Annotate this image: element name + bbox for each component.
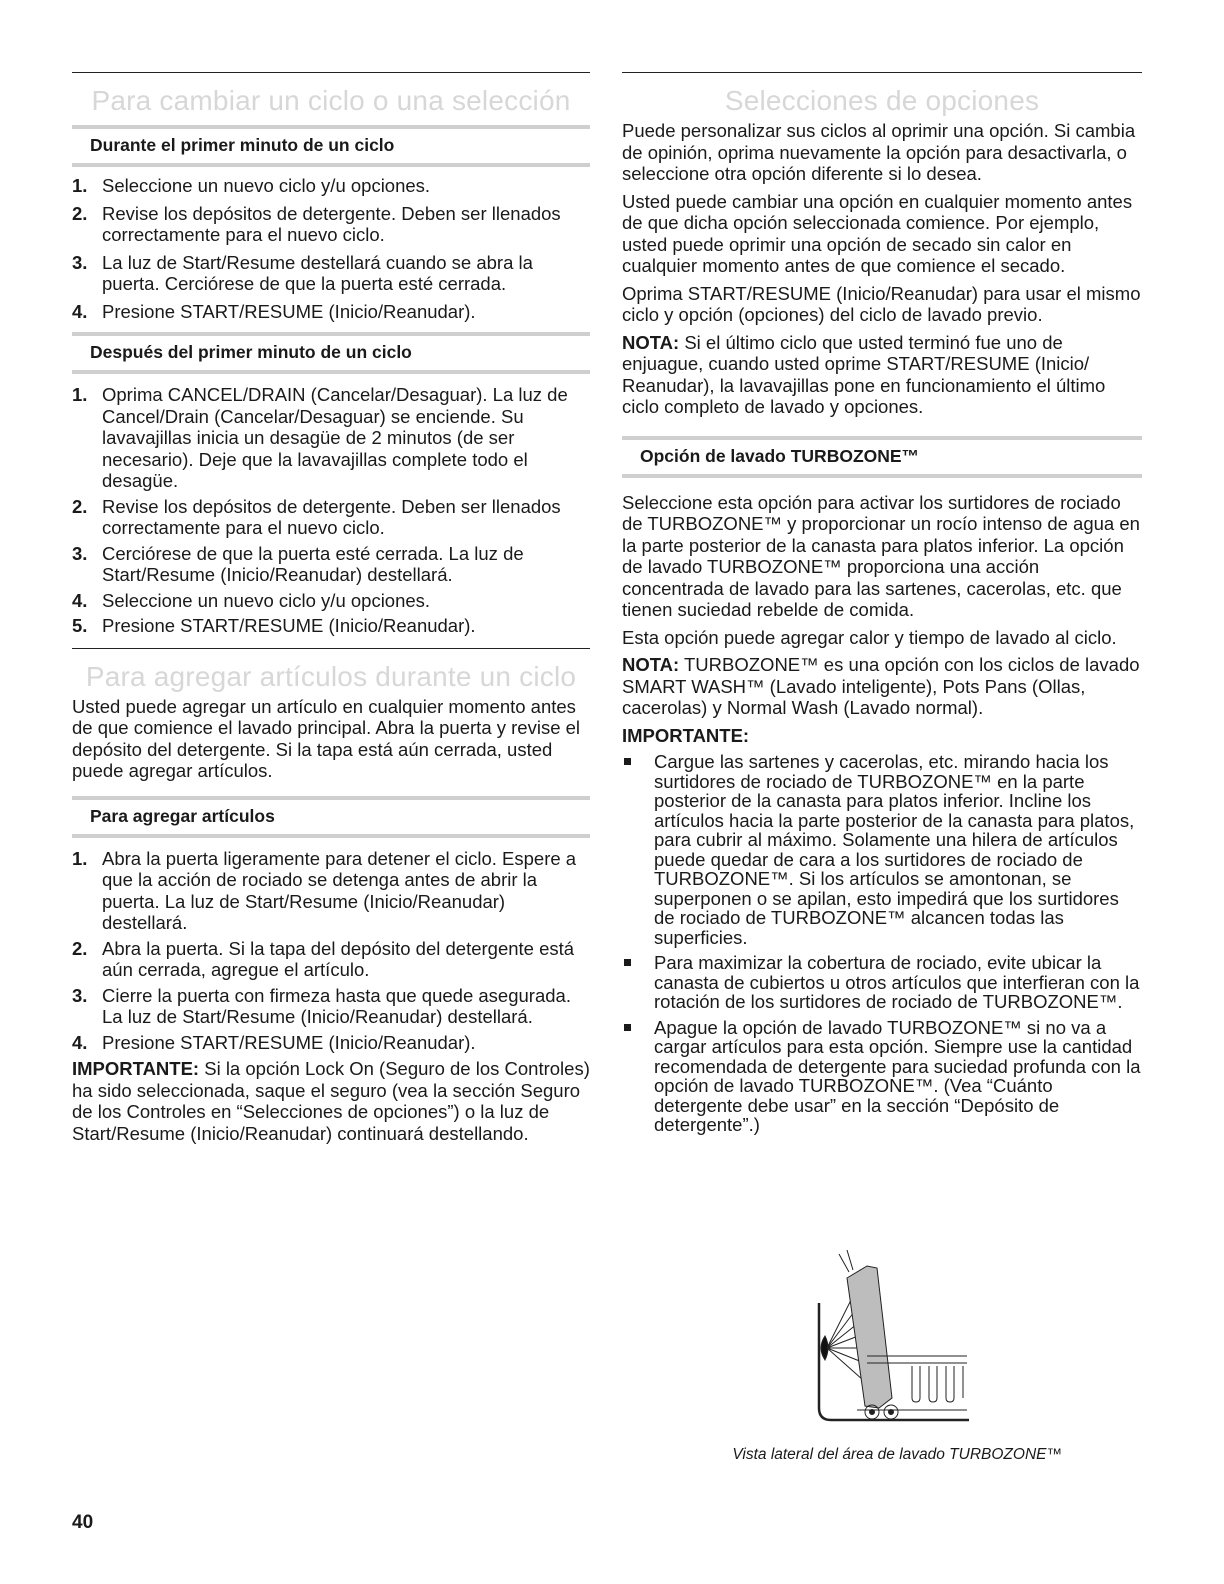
- right-column: [622, 0, 1142, 1463]
- list-item: 4. Presione START/RESUME (Inicio/Reanudar).: [72, 1031, 476, 1053]
- subheading-first-minute: Durante el primer minuto de un ciclo: [72, 125, 590, 167]
- bullet-item: Cargue las sartenes y cacerolas, etc. mirando hacia los surtidores de rociado de TURBOZONE™ en la parte posterior de la canasta para platos inferior. Incline los artículos hacia la parte posterior de la canasta para platos, para cubrir al máximo. Solamente una hilera de artículos puede quedar de cara a los surtidores de rociado de TURBOZONE™. Si los artículos se amontonan, se superponen o se apilan, esto impedirá que los surtidores de rociado de TURBOZONE™ alcancen todas las superficies.: [622, 752, 1142, 947]
- list-item: 1. Abra la puerta ligeramente para detener el ciclo. Espere a que la acción de rociado se detenga antes de abrir la puerta. La luz de Start/Resume (Inicio/Reanudar) destellará.: [72, 847, 577, 933]
- bullet-icon: [624, 959, 631, 966]
- nota-1: NOTA: Si el último ciclo que usted terminó fue uno de enjuague, cuando usted oprime START/RESUME (Inicio/ Reanudar), la lavavajillas pone en funcionamiento el último ciclo completo de lavado y opciones.: [622, 331, 1106, 417]
- illustration-caption: Vista lateral del área de lavado TURBOZONE™: [732, 1446, 1062, 1463]
- list-item: 4. Presione START/RESUME (Inicio/Reanudar).: [72, 300, 476, 322]
- list-item: 3. La luz de Start/Resume destellará cuando se abra la puerta. Cerciórese de que la puerta esté cerrada.: [72, 251, 533, 294]
- list-add-items: [72, 848, 590, 1054]
- list-item: 1. Oprima CANCEL/DRAIN (Cancelar/Desaguar). La luz de Cancel/Drain (Cancelar/Desaguar) se enciende. Su lavavajillas inicia un desagüe de 2 minutos (de ser necesario). Deje que la lavavajillas complete todo el desagüe.: [72, 384, 568, 491]
- section-title-change-cycle: Para cambiar un ciclo o una selección: [91, 85, 571, 116]
- list-item: 3. Cierre la puerta con firmeza hasta que quede asegurada. La luz de Start/Resume (Inicio/Reanudar) destellará.: [72, 984, 571, 1027]
- list-item: 5. Presione START/RESUME (Inicio/Reanudar).: [72, 615, 476, 636]
- turbozone-paragraph: Seleccione esta opción para activar los surtidores de rociado de TURBOZONE™ y proporcionar un rocío intenso de agua en la parte posterior de la canasta para platos inferior. La opción de lavado TURBOZONE™ proporciona una acción concentrada de lavado para las sartenes, cacerolas, etc. que tienen suciedad rebelde de comida.: [622, 491, 1140, 620]
- section-title-options: Selecciones de opciones: [724, 85, 1040, 116]
- page-number: 40: [72, 1512, 94, 1533]
- bullet-icon: [624, 1024, 631, 1031]
- list-first-minute: [72, 175, 590, 322]
- turbozone-illustration: [817, 1248, 972, 1423]
- list-item: 2. Revise los depósitos de detergente. Deben ser llenados correctamente para el nuevo ciclo.: [72, 495, 561, 538]
- subheading-add-items: Para agregar artículos: [72, 796, 590, 838]
- list-item: 2. Abra la puerta. Si la tapa del depósito del detergente está aún cerrada, agregue el artículo.: [72, 937, 575, 980]
- list-after-first-minute: [72, 384, 590, 637]
- list-item: 3. Cerciórese de que la puerta esté cerrada. La luz de Start/Resume (Inicio/Reanudar) destellará.: [72, 542, 524, 585]
- bullet-item: Para maximizar la cobertura de rociado, evite ubicar la canasta de cubiertos u otros artículos que interfieran con la rotación de los surtidores de rociado de TURBOZONE™.: [622, 953, 1142, 1012]
- list-item: 1. Seleccione un nuevo ciclo y/u opciones.: [72, 175, 431, 196]
- add-items-paragraph: Usted puede agregar un artículo en cualquier momento antes de que comience el lavado principal. Abra la puerta y revise el depósito del detergente. Si la tapa está aún cerrada, usted puede agregar artículos.: [72, 695, 581, 781]
- top-rule: [72, 72, 590, 73]
- turbozone-heat-paragraph: Esta opción puede agregar calor y tiempo de lavado al ciclo.: [622, 626, 1117, 648]
- important-note-left: IMPORTANTE: Si la opción Lock On (Seguro de los Controles) ha sido seleccionada, saque el seguro (vea la sección Seguro de los Controles en “Selecciones de opciones”) o la luz de Start/Resume (Inicio/Reanudar) continuará destellando.: [72, 1058, 590, 1144]
- subheading-after-first-minute: Después del primer minuto de un ciclo: [72, 332, 590, 374]
- options-paragraph-3: Oprima START/RESUME (Inicio/Reanudar) para usar el mismo ciclo y opción (opciones) del ciclo de lavado previo.: [622, 282, 1141, 325]
- section-title-add-items: Para agregar artículos durante un ciclo: [85, 660, 577, 692]
- list-item: 2. Revise los depósitos de detergente. Deben ser llenados correctamente para el nuevo ciclo.: [72, 202, 561, 245]
- options-paragraph-1: Puede personalizar sus ciclos al oprimir una opción. Si cambia de opinión, oprima nuevamente la opción para desactivarla, o seleccione otra opción diferente si lo desea.: [622, 120, 1136, 184]
- nota-2: NOTA: TURBOZONE™ es una opción con los ciclos de lavado SMART WASH™ (Lavado inteligente), Pots Pans (Ollas, cacerolas) y Normal Wash (Lavado normal).: [622, 654, 1140, 718]
- important-bullets: [622, 752, 1142, 1135]
- list-item: 4. Seleccione un nuevo ciclo y/u opciones.: [72, 589, 431, 611]
- left-column: [72, 0, 590, 1144]
- subheading-turbozone: Opción de lavado TURBOZONE™: [622, 436, 1142, 478]
- bullet-item: Apague la opción de lavado TURBOZONE™ si no va a cargar artículos para esta opción. Siempre use la cantidad recomendada de detergente para suciedad profunda con la opción de lavado TURBOZONE™. (Vea “Cuánto detergente debe usar” en la sección “Depósito de detergente”.): [622, 1018, 1142, 1135]
- section-rule: [72, 648, 590, 649]
- important-heading-right: IMPORTANTE:: [622, 724, 750, 746]
- bullet-icon: [624, 758, 631, 765]
- options-paragraph-2: Usted puede cambiar una opción en cualquier momento antes de que dicha opción seleccionada comience. Por ejemplo, usted puede oprimir una opción de secado sin calor en cualquier momento antes de que comience el secado.: [622, 190, 1133, 276]
- top-rule: [622, 72, 1142, 73]
